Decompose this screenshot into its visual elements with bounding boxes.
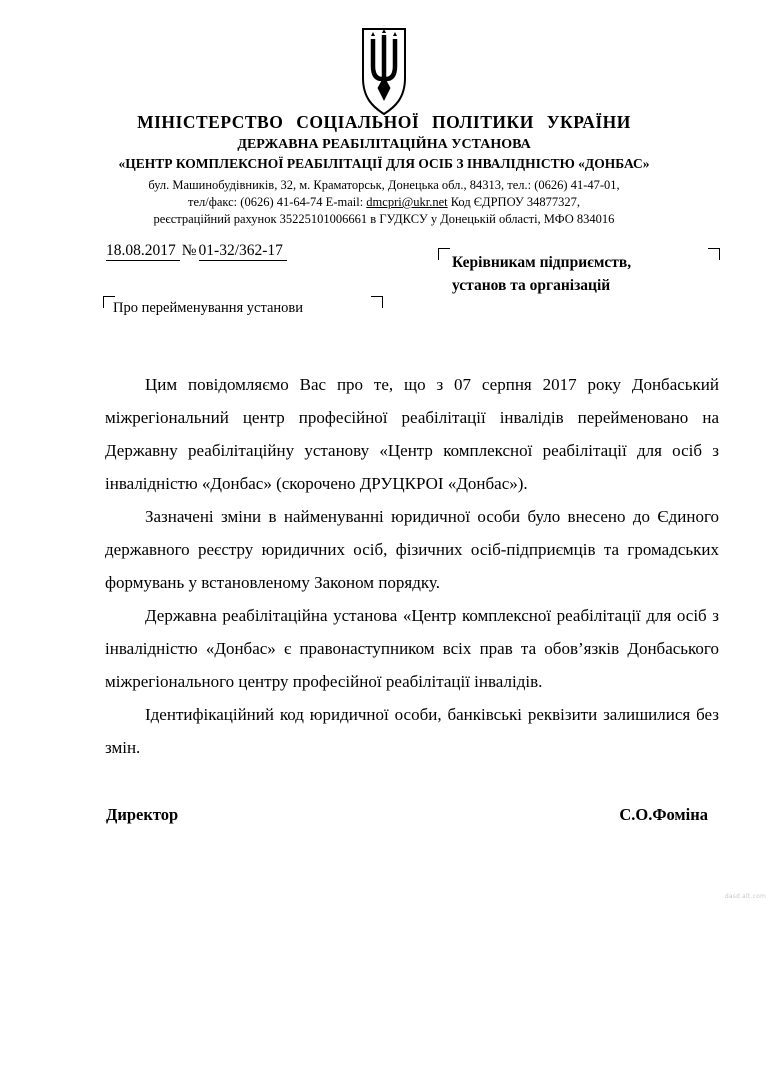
paragraph-1: Цим повідомляємо Вас про те, що з 07 серпня 2017 року Донбаський міжрегіональний центр професійної реабілітації інвалідів перейменовано на Державну реабілітаційну установу «Центр комплексної реабілітації для осіб з інвалідністю «Донбас» (скорочено ДРУЦКРОІ «Донбас»). (105, 375, 719, 493)
ministry-name: МІНІСТЕРСТВО СОЦІАЛЬНОЇ ПОЛІТИКИ УКРАЇНИ (137, 112, 631, 132)
institution-address (0, 177, 768, 228)
subject-text: Про перейменування установи (113, 300, 304, 316)
signer-title: Директор (106, 805, 179, 824)
paragraph-4: Ідентифікаційний код юридичної особи, банківські реквізити залишилися без змін. (105, 705, 719, 757)
institution-name: «ЦЕНТР КОМПЛЕКСНОЇ РЕАБІЛІТАЦІЇ ДЛЯ ОСІБ З ІНВАЛІДНІСТЮ «ДОНБАС» (118, 156, 650, 171)
number-sign: № (181, 242, 197, 259)
signer-name: С.О.Фоміна (619, 805, 708, 824)
email-link: dmcpri@ukr.net (366, 195, 448, 209)
corner-mark-right-icon (371, 296, 383, 308)
signature-block (106, 805, 708, 825)
address-line-2 (0, 194, 768, 211)
addressee-line-2: установ та організацій (452, 277, 611, 294)
corner-mark-left-icon (438, 248, 450, 260)
document-date: 18.08.2017 (106, 242, 180, 261)
letterhead (0, 112, 768, 228)
scan-watermark: dasd.alt.com (724, 893, 766, 900)
address-line-1: бул. Машинобудівників, 32, м. Краматорськ, Донецька обл., 84313, тел.: (0626) 41-47-01, (148, 178, 620, 192)
institution-type: ДЕРЖАВНА РЕАБІЛІТАЦІЙНА УСТАНОВА (237, 137, 531, 152)
addressee-line-1: Керівникам підприємств, (452, 254, 632, 271)
document-number: 01-32/362-17 (199, 242, 287, 261)
paragraph-3: Державна реабілітаційна установа «Центр комплексної реабілітації для осіб з інвалідністю «Донбас» є правонаступником всіх прав та обов’язків Донбаського міжрегіонального центру професійної реабілітації інвалідів. (105, 606, 719, 691)
date-number-line (106, 242, 287, 260)
address-line-2-prefix: тел/факс: (0626) 41-64-74 E-mail: (188, 195, 367, 209)
letter-body (105, 368, 719, 764)
address-line-2-suffix: Код ЄДРПОУ 34877327, (447, 195, 580, 209)
paragraph-2: Зазначені зміни в найменуванні юридичної особи було внесено до Єдиного державного реєстру юридичних осіб, фізичних осіб-підприємців та громадських формувань у встановленому Законом порядку. (105, 507, 719, 592)
corner-mark-left-icon (103, 296, 115, 308)
emblem-container (0, 26, 768, 118)
address-line-3: реєстраційний рахунок 35225101006661 в ГУДКСУ у Донецькій області, МФО 834016 (153, 212, 615, 226)
addressee-block (444, 251, 718, 297)
ukraine-trident-icon (353, 26, 415, 118)
corner-mark-right-icon (708, 248, 720, 260)
subject-block (103, 296, 383, 320)
